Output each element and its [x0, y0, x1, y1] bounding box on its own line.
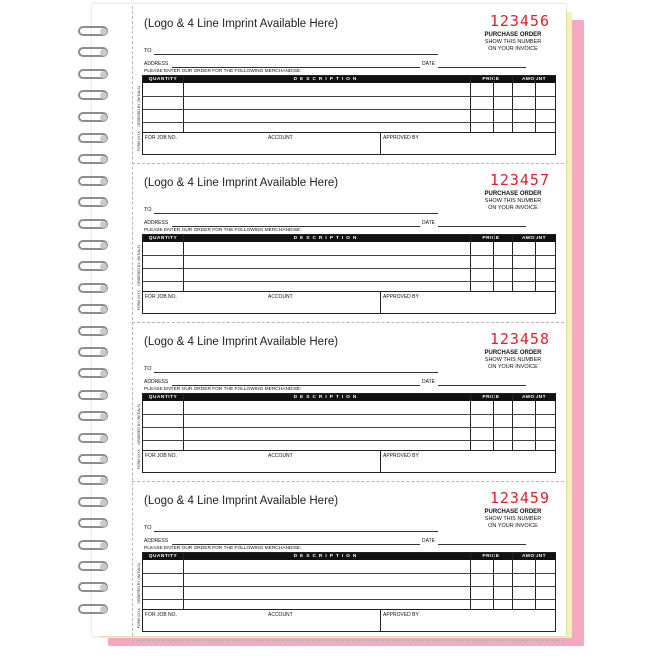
side-text-form-number: FORM #XXX — [137, 131, 141, 152]
spiral-binding-ring-icon — [78, 112, 110, 124]
column-header-quantity: QUANTITY — [143, 553, 183, 560]
column-header-quantity: QUANTITY — [143, 76, 183, 83]
punch-hole — [100, 221, 107, 228]
spiral-binding-ring-icon — [78, 261, 110, 273]
punch-hole — [100, 499, 107, 506]
order-table — [137, 234, 556, 292]
order-table — [137, 393, 556, 451]
spiral-binding — [78, 26, 118, 626]
form-footer — [137, 131, 556, 155]
address-field[interactable] — [172, 226, 420, 227]
po-instruction-line2: ON YOUR INVOICE — [488, 523, 538, 529]
date-field[interactable] — [438, 385, 526, 386]
column-header-price: PRICE — [470, 76, 512, 83]
job-number-label: FOR JOB NO. — [145, 294, 177, 300]
to-label: TO — [144, 366, 152, 372]
po-instruction-line2: ON YOUR INVOICE — [488, 364, 538, 370]
logo-imprint-area: (Logo & 4 Line Imprint Available Here) — [144, 336, 339, 348]
spiral-binding-ring-icon — [78, 518, 110, 530]
side-text-form-number: FORM #XXX — [137, 449, 141, 470]
column-header-description: DESCRIPTION — [183, 235, 470, 242]
spiral-binding-ring-icon — [78, 390, 110, 402]
spiral-binding-ring-icon — [78, 582, 110, 594]
punch-hole — [100, 71, 107, 78]
date-label: DATE — [422, 538, 435, 544]
spiral-binding-ring-icon — [78, 26, 110, 38]
po-title: PURCHASE ORDER — [484, 32, 542, 38]
column-header-description: DESCRIPTION — [183, 553, 470, 560]
side-text-ordered-by: ORDERED BY (INITIALS) — [137, 404, 141, 445]
spiral-binding-ring-icon — [78, 561, 110, 573]
date-field[interactable] — [438, 544, 526, 545]
form-perforation — [132, 481, 564, 482]
order-instruction: PLEASE ENTER OUR ORDER FOR THE FOLLOWING MERCHANDISE: — [144, 546, 302, 551]
po-number: 123459 — [489, 489, 550, 507]
account-label: ACCOUNT — [268, 612, 293, 618]
side-text-ordered-by: ORDERED BY (INITIALS) — [137, 563, 141, 604]
spiral-binding-ring-icon — [78, 433, 110, 445]
po-instruction-line1: SHOW THIS NUMBER — [484, 198, 542, 204]
logo-imprint-area: (Logo & 4 Line Imprint Available Here) — [144, 495, 339, 507]
spiral-binding-ring-icon — [78, 304, 110, 316]
date-label: DATE — [422, 61, 435, 67]
form-perforation — [132, 163, 564, 164]
job-number-label: FOR JOB NO. — [145, 135, 177, 141]
date-field[interactable] — [438, 226, 526, 227]
column-header-description: DESCRIPTION — [183, 76, 470, 83]
order-instruction: PLEASE ENTER OUR ORDER FOR THE FOLLOWING MERCHANDISE: — [144, 387, 302, 392]
spiral-binding-ring-icon — [78, 475, 110, 487]
side-text-ordered-by: ORDERED BY (INITIALS) — [137, 245, 141, 286]
order-instruction: PLEASE ENTER OUR ORDER FOR THE FOLLOWING MERCHANDISE: — [144, 228, 302, 233]
purchase-order-form — [134, 165, 564, 323]
date-field[interactable] — [438, 67, 526, 68]
po-instruction-line1: SHOW THIS NUMBER — [484, 516, 542, 522]
po-number: 123458 — [489, 330, 550, 348]
po-title: PURCHASE ORDER — [484, 191, 542, 197]
side-text-ordered-by: ORDERED BY (INITIALS) — [137, 86, 141, 127]
column-header-amount: AMOUNT — [512, 235, 556, 242]
to-field[interactable] — [154, 213, 438, 214]
to-label: TO — [144, 525, 152, 531]
column-header-price: PRICE — [470, 553, 512, 560]
account-label: ACCOUNT — [268, 453, 293, 459]
stub-perforation — [132, 6, 133, 636]
punch-hole — [100, 606, 107, 613]
punch-hole — [100, 28, 107, 35]
approved-by-label: APPROVED BY — [383, 294, 419, 300]
spiral-binding-ring-icon — [78, 240, 110, 252]
to-label: TO — [144, 48, 152, 54]
purchase-order-form — [134, 324, 564, 482]
spiral-binding-ring-icon — [78, 497, 110, 509]
purchase-order-form — [134, 6, 564, 164]
spiral-binding-ring-icon — [78, 154, 110, 166]
address-label: ADDRESS — [144, 538, 169, 544]
to-field[interactable] — [154, 531, 438, 532]
order-table — [137, 552, 556, 610]
punch-hole — [100, 392, 107, 399]
spiral-binding-ring-icon — [78, 347, 110, 359]
spiral-binding-ring-icon — [78, 133, 110, 145]
spiral-binding-ring-icon — [78, 197, 110, 209]
order-table — [137, 75, 556, 133]
date-label: DATE — [422, 220, 435, 226]
column-header-quantity: QUANTITY — [143, 235, 183, 242]
job-number-label: FOR JOB NO. — [145, 453, 177, 459]
date-label: DATE — [422, 379, 435, 385]
spiral-binding-ring-icon — [78, 326, 110, 338]
punch-hole — [100, 456, 107, 463]
job-number-label: FOR JOB NO. — [145, 612, 177, 618]
address-field[interactable] — [172, 544, 420, 545]
spiral-binding-ring-icon — [78, 283, 110, 295]
punch-hole — [100, 114, 107, 121]
approved-by-label: APPROVED BY — [383, 612, 419, 618]
spiral-binding-ring-icon — [78, 368, 110, 380]
address-label: ADDRESS — [144, 220, 169, 226]
form-footer — [137, 290, 556, 314]
column-header-quantity: QUANTITY — [143, 394, 183, 401]
column-header-amount: AMOUNT — [512, 76, 556, 83]
approved-by-label: APPROVED BY — [383, 453, 419, 459]
to-field[interactable] — [154, 54, 438, 55]
account-label: ACCOUNT — [268, 135, 293, 141]
side-text-form-number: FORM #XXX — [137, 290, 141, 311]
punch-hole — [100, 349, 107, 356]
approved-by-label: APPROVED BY — [383, 135, 419, 141]
logo-imprint-area: (Logo & 4 Line Imprint Available Here) — [144, 18, 339, 30]
punch-hole — [100, 285, 107, 292]
column-header-price: PRICE — [470, 235, 512, 242]
spiral-binding-ring-icon — [78, 47, 110, 59]
punch-hole — [100, 435, 107, 442]
punch-hole — [100, 242, 107, 249]
column-header-amount: AMOUNT — [512, 553, 556, 560]
form-footer — [137, 449, 556, 473]
column-header-price: PRICE — [470, 394, 512, 401]
punch-hole — [100, 178, 107, 185]
spiral-binding-ring-icon — [78, 176, 110, 188]
spiral-binding-ring-icon — [78, 69, 110, 81]
po-instruction-line1: SHOW THIS NUMBER — [484, 357, 542, 363]
column-header-amount: AMOUNT — [512, 394, 556, 401]
spiral-binding-ring-icon — [78, 540, 110, 552]
logo-imprint-area: (Logo & 4 Line Imprint Available Here) — [144, 177, 339, 189]
po-instruction-line1: SHOW THIS NUMBER — [484, 39, 542, 45]
punch-hole — [100, 135, 107, 142]
po-number: 123457 — [489, 171, 550, 189]
address-field[interactable] — [172, 67, 420, 68]
address-label: ADDRESS — [144, 61, 169, 67]
spiral-binding-ring-icon — [78, 90, 110, 102]
po-instruction-line2: ON YOUR INVOICE — [488, 46, 538, 52]
spiral-binding-ring-icon — [78, 604, 110, 616]
address-field[interactable] — [172, 385, 420, 386]
punch-hole — [100, 563, 107, 570]
to-label: TO — [144, 207, 152, 213]
form-perforation — [132, 640, 564, 641]
punch-hole — [100, 328, 107, 335]
spiral-binding-ring-icon — [78, 454, 110, 466]
spiral-binding-ring-icon — [78, 219, 110, 231]
punch-hole — [100, 542, 107, 549]
spiral-binding-ring-icon — [78, 411, 110, 423]
order-instruction: PLEASE ENTER OUR ORDER FOR THE FOLLOWING MERCHANDISE: — [144, 69, 302, 74]
address-label: ADDRESS — [144, 379, 169, 385]
to-field[interactable] — [154, 372, 438, 373]
form-perforation — [132, 322, 564, 323]
po-title: PURCHASE ORDER — [484, 509, 542, 515]
po-number: 123456 — [489, 12, 550, 30]
po-title: PURCHASE ORDER — [484, 350, 542, 356]
side-text-form-number: FORM #XXX — [137, 608, 141, 629]
column-header-description: DESCRIPTION — [183, 394, 470, 401]
form-footer — [137, 608, 556, 632]
po-instruction-line2: ON YOUR INVOICE — [488, 205, 538, 211]
purchase-order-form — [134, 483, 564, 641]
account-label: ACCOUNT — [268, 294, 293, 300]
